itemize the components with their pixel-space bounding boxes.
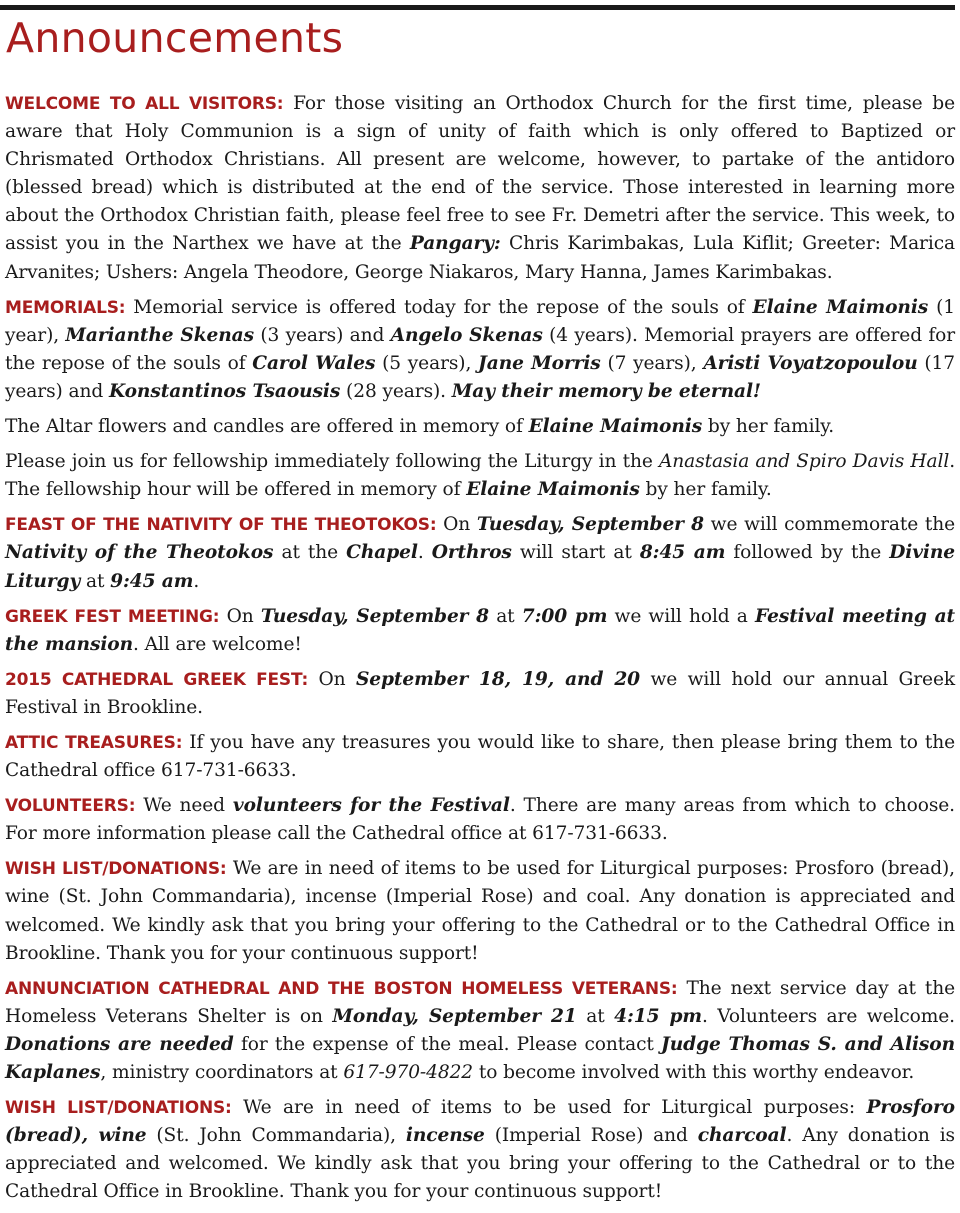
announcement-text: followed by the — [725, 542, 890, 564]
announcement-text: (5 years), — [375, 352, 479, 374]
emphasis-text: Greeter: — [802, 233, 881, 255]
announcement-text: On — [436, 514, 477, 536]
announcement-text: Marica Arvanites; — [5, 233, 955, 283]
announcement-text: If you have any treasures you would like to share, then please bring them to the Cathedral office 617-731-6633. — [5, 731, 955, 782]
announcement-text: by her family. — [702, 416, 835, 438]
emphasis-text: 9:45 am — [110, 570, 194, 592]
announcement-text: . The fellowship hour will be offered in memory of — [5, 451, 955, 501]
emphasis-text: Tuesday, September 8 — [260, 605, 489, 627]
announcement-text: Please join us for fellowship immediately following the Liturgy in the — [5, 451, 659, 473]
announcement-text: . There are many areas from which to choose. For more information please call the Cathedral office at 617-731-6633. — [5, 795, 955, 845]
emphasis-text: Tuesday, September 8 — [476, 514, 704, 536]
announcement-item — [5, 975, 955, 1087]
announcement-text: at — [488, 605, 522, 627]
announcements-list — [5, 90, 955, 1213]
announcement-text: (3 years) and — [254, 324, 391, 346]
announcement-text: we will commemorate the — [703, 514, 956, 536]
emphasis-text: Nativity of the Theotokos — [5, 542, 274, 564]
announcement-item — [5, 448, 955, 504]
emphasis-text: Konstantinos Tsaousis — [108, 380, 341, 402]
emphasis-text: Elaine Maimonis — [528, 416, 703, 438]
emphasis-text: Judge Thomas S. and Alison Kaplanes — [5, 1033, 956, 1083]
emphasis-text: May their memory be eternal! — [451, 380, 761, 402]
announcement-text: Chris Karimbakas, Lula Kiflit; — [500, 233, 803, 255]
announcement-text: we will hold our annual Greek Festival in Brookline. — [5, 668, 956, 718]
announcement-text: (1 year), — [5, 296, 955, 346]
announcement-text: Memorial service is offered today for the repose of the souls of — [125, 296, 753, 318]
announcement-text: On — [219, 605, 261, 627]
announcement-text: (St. John Commandaria), — [146, 1125, 406, 1147]
emphasis-text: Ushers: — [105, 261, 179, 283]
announcement-item — [5, 413, 955, 441]
announcement-heading: FEAST OF THE NATIVITY OF THE THEOTOKOS: — [5, 515, 437, 536]
announcement-item — [5, 90, 955, 287]
announcement-text: . Any donation is appreciated and welcomed. We kindly ask that you bring your offering to the Cathedral or to the Cathedral Office in Brookline. Thank you for your continuous support! — [5, 1125, 955, 1203]
announcement-heading: GREEK FEST MEETING: — [5, 606, 220, 627]
announcement-heading: MEMORIALS: — [5, 297, 126, 318]
announcement-text: (7 years), — [600, 352, 704, 374]
emphasis-text: Orthros — [431, 542, 512, 564]
announcement-heading: ANNUNCIATION CATHEDRAL AND THE BOSTON HOMELESS VETERANS: — [5, 978, 678, 999]
announcement-text: we will hold a — [607, 605, 756, 627]
top-rule — [0, 5, 955, 10]
announcement-text: The next service day at the Homeless Veterans Shelter is on — [5, 977, 955, 1027]
announcement-text: (4 years). Memorial prayers are offered for the repose of the souls of — [5, 324, 956, 374]
emphasis-text: Prosforo (bread), wine — [5, 1097, 955, 1147]
announcement-text: (28 years). — [340, 380, 452, 402]
announcement-item — [5, 511, 955, 595]
emphasis-text: Aristi Voyatzopoulou — [703, 352, 918, 374]
emphasis-text: Jane Morris — [478, 352, 601, 374]
emphasis-text: volunteers for the Festival — [232, 795, 510, 817]
announcement-text: at the — [273, 542, 347, 564]
announcement-heading: WISH LIST/DONATIONS: — [5, 1098, 232, 1119]
announcement-text: , ministry coordinators at — [100, 1062, 344, 1083]
emphasis-text: Festival meeting at the mansion — [5, 605, 956, 655]
emphasis-text: 8:45 am — [639, 542, 726, 564]
announcement-text: We are in need of items to be used for Liturgical purposes: Prosforo (bread), wine (St. John Commandaria), incense (Imperial Rose) and coal. Any donation is appreciated and welcomed. We kindly ask that you bring your offering to the Cathedral or to the Cathedral Office in Brookline. Thank you for your continuous support! — [5, 858, 955, 964]
announcement-text: by her family. — [639, 479, 772, 501]
emphasis-text: incense — [405, 1125, 485, 1147]
emphasis-text: Marianthe Skenas — [65, 324, 254, 346]
emphasis-text: Elaine Maimonis — [752, 296, 929, 318]
emphasis-text: Carol Wales — [252, 352, 376, 374]
emphasis-text: 7:00 pm — [521, 605, 608, 627]
announcement-text: (17 years) and — [5, 352, 956, 402]
emphasis-text: Anastasia and Spiro Davis Hall — [658, 451, 950, 473]
announcement-heading: VOLUNTEERS: — [5, 796, 136, 817]
announcement-text: will start at — [511, 542, 640, 564]
announcement-text: (Imperial Rose) and — [484, 1125, 698, 1147]
announcement-text: at — [80, 570, 111, 592]
announcement-text: For those visiting an Orthodox Church for the first time, please be aware that Holy Communion is a sign of unity of faith which is only offered to Baptized or Chrismated Orthodox Christians. All present are welcome, however, to partake of the antidoro (blessed bread) which is distributed at the end of the service. Those interested in learning more about the Orthodox Christian faith, please feel free to see Fr. Demetri after the service. This week, to assist you in the Narthex we have at the — [5, 93, 955, 255]
announcement-text: Angela Theodore, George Niakaros, Mary Hanna, James Karimbakas. — [178, 261, 833, 283]
announcement-heading: WELCOME TO ALL VISITORS: — [5, 94, 284, 114]
page-title: Announcements — [6, 14, 344, 62]
emphasis-text: Monday, September 21 — [332, 1005, 577, 1027]
announcement-text: . — [417, 542, 432, 564]
emphasis-text: Pangary: — [409, 233, 501, 255]
announcement-text: The Altar flowers and candles are offered in memory of — [5, 416, 529, 438]
emphasis-text: Divine Liturgy — [5, 542, 956, 592]
announcement-text: . All are welcome! — [133, 633, 302, 655]
emphasis-text: 4:15 pm — [614, 1005, 702, 1027]
emphasis-text: Donations are needed — [5, 1033, 234, 1055]
announcement-heading: WISH LIST/DONATIONS: — [5, 859, 227, 880]
announcement-item — [5, 1094, 955, 1206]
announcement-text: We are in need of items to be used for Liturgical purposes: — [231, 1097, 867, 1119]
emphasis-text: Angelo Skenas — [390, 324, 543, 346]
announcement-item — [5, 603, 955, 659]
announcement-item — [5, 729, 955, 785]
announcement-text: We need — [135, 795, 233, 817]
emphasis-text: Elaine Maimonis — [466, 479, 640, 501]
announcement-item — [5, 294, 955, 406]
emphasis-text: charcoal — [697, 1125, 787, 1147]
announcement-text: to become involved with this worthy endeavor. — [473, 1062, 915, 1083]
announcement-heading: 2015 CATHEDRAL GREEK FEST: — [5, 669, 309, 690]
announcement-item — [5, 666, 955, 722]
announcement-text: On — [308, 668, 356, 690]
emphasis-text: September 18, 19, and 20 — [355, 668, 641, 690]
announcement-text: for the expense of the meal. Please contact — [233, 1033, 662, 1055]
announcement-item — [5, 855, 955, 967]
emphasis-text: Chapel — [346, 542, 418, 564]
announcement-item — [5, 792, 955, 848]
announcement-text: . — [193, 570, 200, 592]
announcement-text: at — [576, 1005, 615, 1027]
announcement-heading: ATTIC TREASURES: — [5, 732, 183, 753]
announcement-text: . Volunteers are welcome. — [701, 1005, 955, 1027]
emphasis-text: 617-970-4822 — [343, 1062, 474, 1083]
